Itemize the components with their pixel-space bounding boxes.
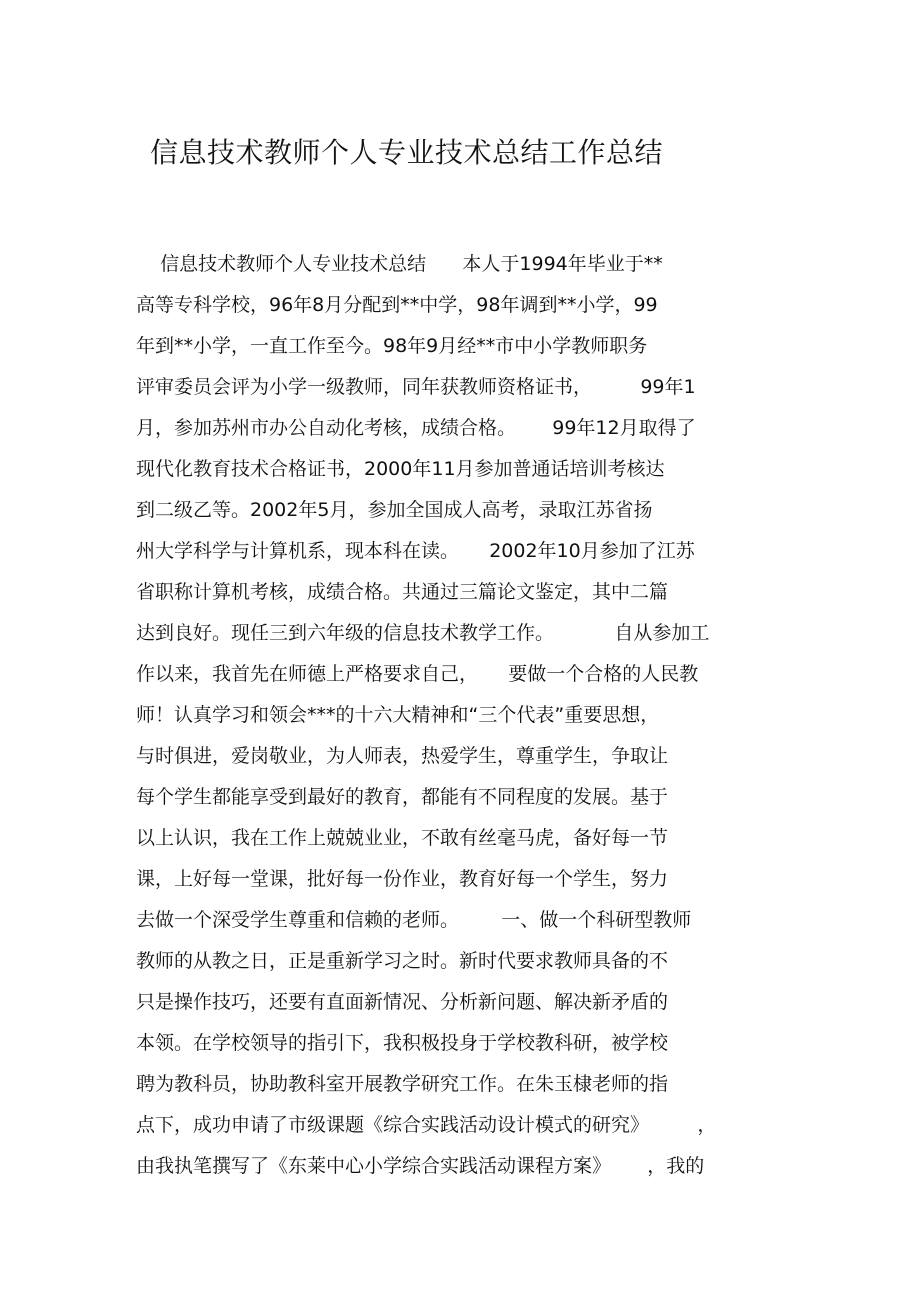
body-line-6: 现代化教育技术合格证书，2000年11月参加普通话培训考核达 [136, 458, 665, 480]
body-line-22: 点下，成功申请了市级课题《综合实践活动设计模式的研究》 ， [136, 1114, 717, 1136]
body-line-7: 到二级乙等。2002年5月，参加全国成人高考，录取江苏省扬 [136, 499, 653, 521]
body-line-11: 作以来，我首先在师德上严格要求自己， 要做一个合格的人民教 [136, 663, 699, 685]
body-line-23: 由我执笔撰写了《东莱中心小学综合实践活动课程方案》 ，我的 [136, 1155, 705, 1177]
body-line-13: 与时俱进，爱岗敬业，为人师表，热爱学生，尊重学生，争取让 [136, 745, 669, 767]
body-line-21: 聘为教科员，协助教科室开展教学研究工作。在朱玉棣老师的指 [136, 1073, 669, 1095]
body-line-4: 评审委员会评为小学一级教师，同年获教师资格证书， 99年1 [136, 376, 696, 398]
body-line-20: 本领。在学校领导的指引下，我积极投身于学校教科研，被学校 [136, 1032, 669, 1054]
body-line-17: 去做一个深受学生尊重和信赖的老师。 一、做一个科研型教师 [136, 909, 692, 931]
body-line-1: 信息技术教师个人专业技术总结 本人于1994年毕业于** [136, 253, 663, 275]
body-line-10: 达到良好。现任三到六年级的信息技术教学工作。 自从参加工 [136, 622, 710, 644]
body-line-3: 年到**小学，一直工作至今。98年9月经**市中小学教师职务 [136, 335, 648, 357]
body-line-2: 高等专科学校，96年8月分配到**中学，98年调到**小学，99 [136, 294, 658, 316]
body-line-14: 每个学生都能享受到最好的教育，都能有不同程度的发展。基于 [136, 786, 669, 808]
body-line-15: 以上认识，我在工作上兢兢业业，不敢有丝毫马虎，备好每一节 [136, 827, 669, 849]
body-line-8: 州大学科学与计算机系，现本科在读。 2002年10月参加了江苏 [136, 540, 695, 562]
document-title: 信息技术教师个人专业技术总结工作总结 [150, 135, 664, 169]
body-line-16: 课，上好每一堂课，批好每一份作业，教育好每一个学生，努力 [136, 868, 669, 890]
body-line-12: 师！认真学习和领会***的十六大精神和“三个代表”重要思想， [136, 704, 660, 726]
body-line-5: 月，参加苏州市办公自动化考核，成绩合格。 99年12月取得了 [136, 417, 696, 439]
body-line-9: 省职称计算机考核，成绩合格。共通过三篇论文鉴定，其中二篇 [136, 581, 669, 603]
body-line-19: 只是操作技巧，还要有直面新情况、分析新问题、解决新矛盾的 [136, 991, 669, 1013]
body-line-18: 教师的从教之日，正是重新学习之时。新时代要求教师具备的不 [136, 950, 669, 972]
